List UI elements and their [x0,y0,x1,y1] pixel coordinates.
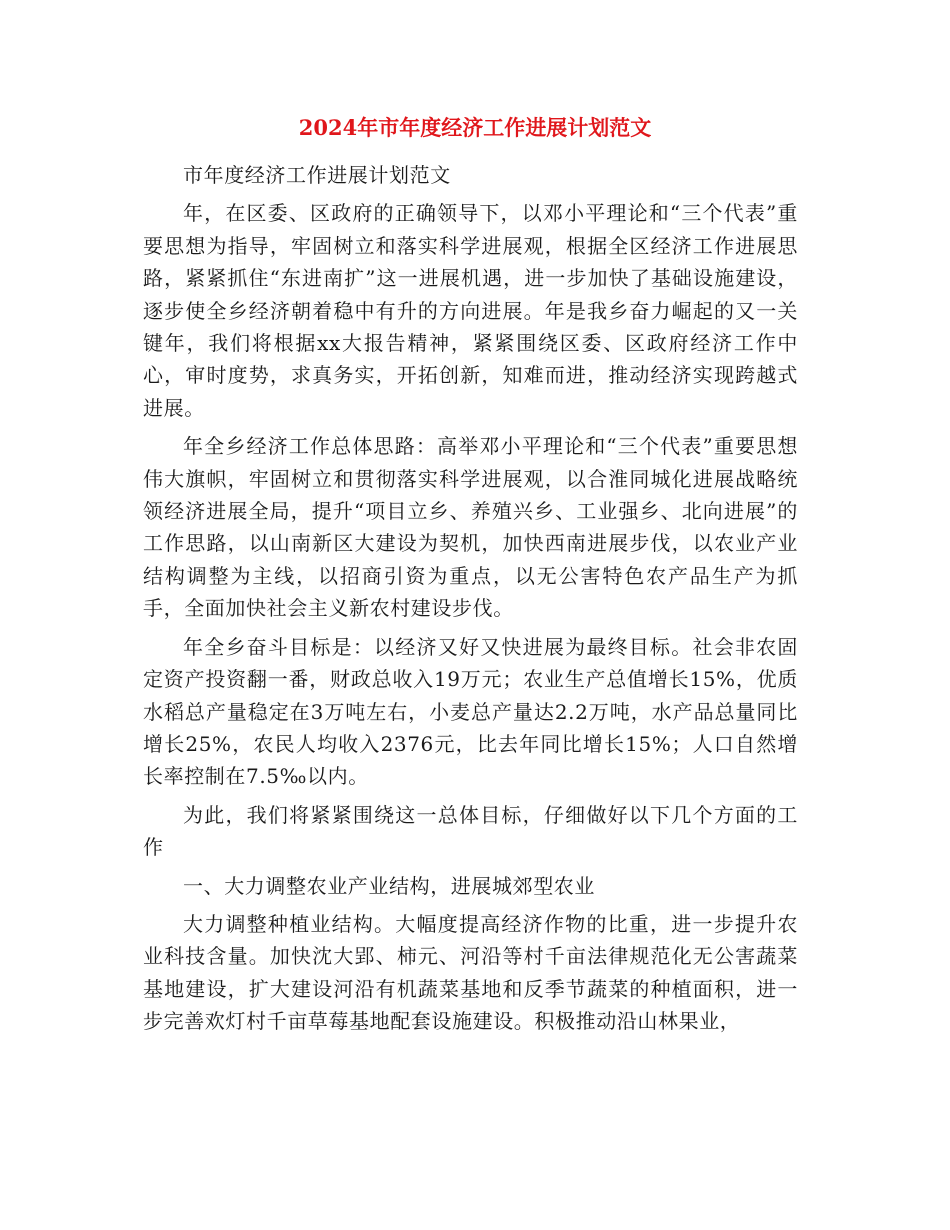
paragraph: 年全乡奋斗目标是：以经济又好又快进展为最终目标。社会非农固定资产投资翻一番，财政总收入19万元；农业生产总值增长15%，优质水稻总产量稳定在3万吨左右，小麦总产量达2.2万吨，水产品总量同比增长25%，农民人均收入2376元，比去年同比增长15%；人口自然增长率控制在7.5‰以内。 [143,634,798,789]
paragraph: 一、大力调整农业产业结构，进展城郊型农业 [183,873,595,898]
paragraph: 为此，我们将紧紧围绕这一总体目标，仔细做好以下几个方面的工作 [143,802,798,860]
paragraph: 年，在区委、区政府的正确领导下，以邓小平理论和“三个代表”重要思想为指导，牢固树立和落实科学进展观，根据全区经济工作进展思路，紧紧抓住“东进南扩”这一进展机遇，进一步加快了基础设施建设，逐步使全乡经济朝着稳中有升的方向进展。年是我乡奋力崛起的又一关键年，我们将根据xx大报告精神，紧紧围绕区委、区政府经济工作中心，审时度势，求真务实，开拓创新，知难而进，推动经济实现跨越式进展。 [143,201,798,420]
paragraph: 年全乡经济工作总体思路：高举邓小平理论和“三个代表”重要思想伟大旗帜，牢固树立和贯彻落实科学进展观，以合淮同城化进展战略统领经济进展全局，提升“项目立乡、养殖兴乡、工业强乡、北向进展”的工作思路，以山南新区大建设为契机，加快西南进展步伐，以农业产业结构调整为主线，以招商引资为重点，以无公害特色农产品生产为抓手，全面加快社会主义新农村建设步伐。 [143,434,798,621]
paragraph: 大力调整种植业结构。大幅度提高经济作物的比重，进一步提升农业科技含量。加快沈大郢、柿元、河沿等村千亩法律规范化无公害蔬菜基地建设，扩大建设河沿有机蔬菜基地和反季节蔬菜的种植面积，进一步完善欢灯村千亩草莓基地配套设施建设。积极推动沿山林果业， [143,911,798,1034]
document-body [143,159,798,1038]
paragraph: 市年度经济工作进展计划范文 [183,163,451,187]
document-title: 2024年市年度经济工作进展计划范文 [298,115,652,140]
